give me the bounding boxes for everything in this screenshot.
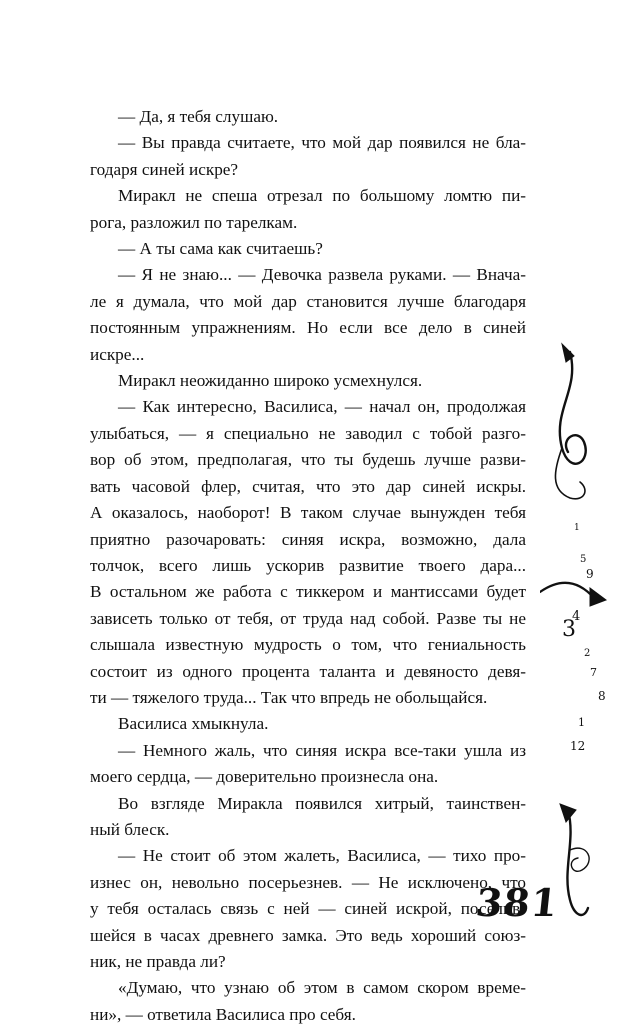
text-line: ти — тяжелого труда... Так что впредь не обольщайся.: [90, 687, 488, 707]
text-line: улыбаться, — я специально не заводил с тобой разго-: [90, 423, 526, 443]
ornament-digit: 9: [586, 567, 594, 581]
text-line: ный блеск.: [90, 819, 170, 839]
text-line: Василиса хмыкнула.: [118, 714, 269, 734]
paragraph: [90, 394, 526, 711]
swirl-upper-tail: [555, 448, 585, 499]
ornament-digit: 1: [574, 523, 580, 533]
ornament-digit: 8: [598, 689, 606, 703]
ornament-digit: 12: [570, 739, 586, 753]
text-line: ни», — ответила Василиса про себя.: [90, 1004, 356, 1024]
paragraph: [90, 738, 526, 791]
text-line: приятно разочаровать: синяя искра, возможно, дала: [90, 529, 526, 549]
text-line: Миракл неожиданно широко усмехнулся.: [118, 371, 423, 391]
body-text: [90, 104, 526, 1028]
ornament-digit: 5: [580, 554, 587, 565]
paragraph: [90, 843, 526, 975]
text-line: ник, не правда ли?: [90, 952, 226, 971]
paragraph: [90, 975, 526, 1028]
text-line: изнес он, невольно посерьезнев. — Не исключено, что: [90, 872, 526, 892]
text-line: годаря синей искре?: [90, 159, 239, 179]
paragraph: [90, 711, 526, 737]
text-line: — Немного жаль, что синяя искра все-таки ушла из: [118, 740, 526, 760]
text-line: ле я думала, что мой дар становится лучше благодаря: [90, 291, 526, 311]
paragraph: [90, 236, 526, 262]
text-line: — Да, я тебя слушаю.: [118, 107, 279, 126]
text-line: вать часовой флер, считая, что это дар синей искры.: [90, 476, 526, 496]
paragraph: [90, 183, 526, 236]
text-line: А оказалось, наоборот! В таком случае вынужден тебя: [90, 503, 526, 523]
text-line: — Не стоит об этом жалеть, Василиса, — тихо про-: [118, 846, 526, 866]
text-line: — А ты сама как считаешь?: [118, 239, 323, 259]
text-line: моего сердца, — доверительно произнесла она.: [90, 767, 439, 787]
paragraph: [90, 130, 526, 183]
paragraph: [90, 791, 526, 844]
text-line: рога, разложил по тарелкам.: [90, 212, 298, 232]
text-line: у тебя осталась связь с ней — синей искрой, поселив-: [90, 899, 526, 919]
text-line: «Думаю, что узнаю об этом в самом скором време-: [118, 978, 526, 998]
text-line: — Вы правда считаете, что мой дар появился не бла-: [118, 133, 526, 153]
text-line: шейся в часах древнего замка. Это ведь хороший союз-: [90, 925, 526, 945]
ornament-digit: 2: [584, 648, 591, 659]
text-line: вор об этом, предполагая, что ты будешь лучше разви-: [90, 450, 526, 470]
ornament-digit: 4: [572, 609, 581, 624]
clock-hand: [540, 583, 594, 598]
ornament-digit: 1: [578, 716, 585, 729]
text-line: состоит из одного процента таланта и девяносто девя-: [90, 661, 526, 681]
swirl-lower: [567, 810, 588, 915]
swirl-lower-loop: [570, 848, 589, 871]
clock-ornament: [540, 330, 644, 930]
text-line: постоянным упражнениям. Но если все дело в синей: [90, 318, 526, 338]
text-line: — Я не знаю... — Девочка развела руками. — Внача-: [118, 265, 526, 285]
arrow-head-lower: [560, 804, 576, 822]
paragraph: [90, 104, 526, 130]
text-line: зависеть только от тебя, от труда над собой. Разве ты не: [90, 608, 526, 628]
text-line: толчок, всего лишь ускорив развитие твоего дара...: [90, 555, 526, 575]
text-line: Миракл не спеша отрезал по большому ломтю пи-: [118, 186, 526, 206]
text-line: В остальном же работа с тиккером и мантиссами будет: [90, 582, 526, 602]
scattered-digits: [562, 523, 606, 753]
swirl-upper: [560, 352, 586, 464]
paragraph: [90, 368, 526, 394]
text-line: слышала известную мудрость о том, что гениальность: [90, 635, 526, 655]
text-line: искре...: [90, 344, 145, 364]
arrow-head-mid: [590, 588, 606, 606]
ornament-digit: 3: [562, 617, 576, 642]
text-line: Во взгляде Миракла появился хитрый, таинствен-: [118, 793, 526, 813]
text-line: — Как интересно, Василиса, — начал он, продолжая: [118, 397, 526, 417]
paragraph: [90, 262, 526, 368]
page-number: 381: [473, 880, 561, 925]
ornament-digit: 7: [590, 666, 597, 679]
